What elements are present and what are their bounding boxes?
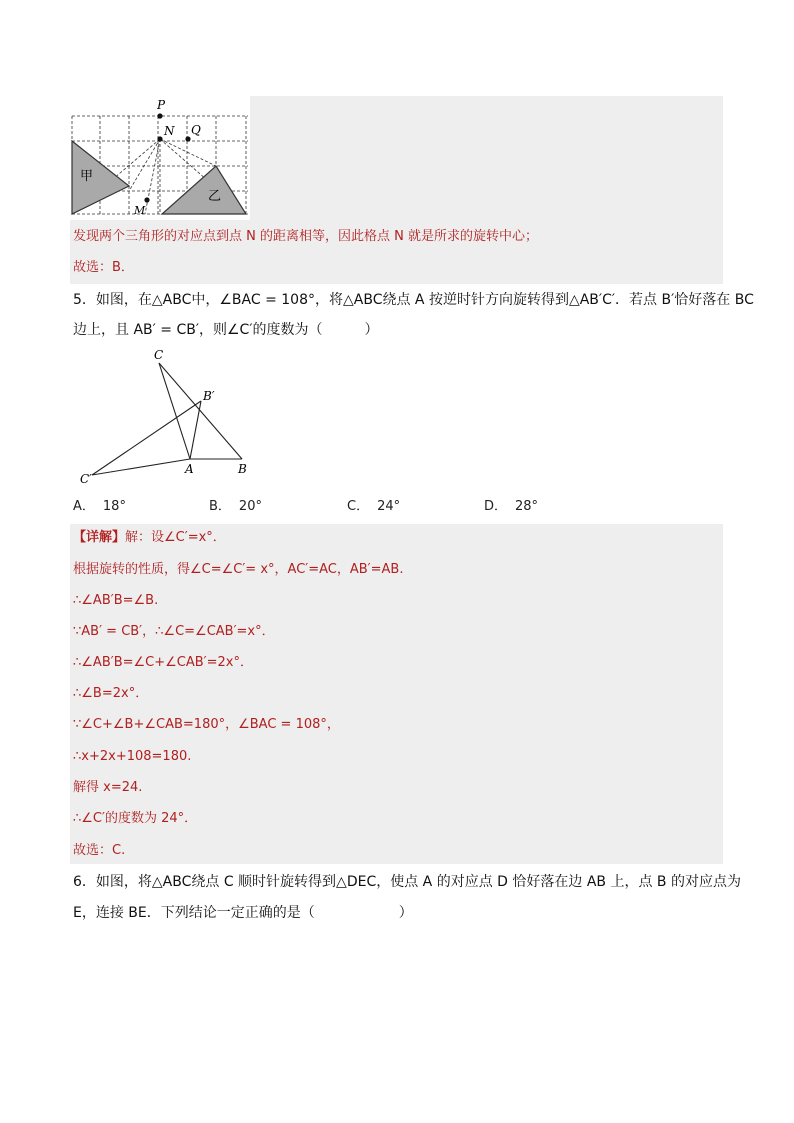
label-Q: Q <box>191 123 201 137</box>
option-d-value: 28° <box>515 499 539 514</box>
q5-figure <box>78 345 258 490</box>
label-B: B <box>238 462 247 476</box>
label-A: A <box>185 462 194 476</box>
option-a-value: 18° <box>102 499 126 514</box>
q5-solution-header <box>73 529 226 547</box>
solution-line-2: ∴∠AB′B=∠B. <box>73 593 159 608</box>
solution-line-6: ∵∠C+∠B+∠CAB=180°，∠BAC = 108°， <box>73 717 340 732</box>
label-P: P <box>157 98 166 112</box>
prev-solution-line2: 故选：B． <box>73 260 134 275</box>
solution-line-3: ∵AB′ = CB′，∴∠C=∠CAB′=x°． <box>73 624 275 639</box>
solution-line-4: ∴∠AB′B=∠C+∠CAB′=2x°． <box>73 655 253 670</box>
q6-line2: E，连接 BE．下列结论一定正确的是（ ） <box>73 905 413 921</box>
solution-line-7: ∴x+2x+108=180. <box>73 749 192 764</box>
option-d <box>484 498 538 516</box>
label-Cp: C′ <box>80 472 92 486</box>
grid-figure <box>70 96 250 220</box>
label-M: M <box>134 204 146 217</box>
solution-line-5: ∴∠B=2x°． <box>73 686 149 701</box>
label-jia: 甲 <box>80 169 94 184</box>
solution-line-9: ∴∠C′的度数为 24°． <box>73 811 198 826</box>
label-N: N <box>164 124 175 138</box>
option-c-key: C． <box>347 499 370 514</box>
solution-line-1: 根据旋转的性质，得∠C=∠C′= x°，AC′=AC，AB′=AB. <box>73 562 404 577</box>
solution-tag: 【详解】 <box>73 530 126 545</box>
option-b <box>209 498 262 516</box>
option-b-value: 20° <box>238 499 262 514</box>
q6-line1: 6．如图，将△ABC绕点 C 顺时针旋转得到△DEC，使点 A 的对应点 D 恰好落在边 AB 上，点 B 的对应点为 <box>73 874 741 890</box>
label-yi: 乙 <box>208 189 222 204</box>
solution-first: 解：设∠C′=x°． <box>125 530 226 545</box>
option-c-value: 24° <box>377 499 401 514</box>
prev-solution-line1: 发现两个三角形的对应点到点 N 的距离相等，因此格点 N 就是所求的旋转中心； <box>73 229 538 244</box>
option-d-key: D． <box>484 499 508 514</box>
option-b-key: B． <box>209 499 231 514</box>
solution-line-10: 故选：C. <box>73 843 126 858</box>
q5-line2: 边上，且 AB′ = CB′，则∠C′的度数为（ ） <box>73 322 379 338</box>
label-C: C <box>154 348 164 362</box>
option-a-key: A． <box>73 499 95 514</box>
label-Bp: B′ <box>203 389 215 403</box>
q5-line1: 5．如图，在△ABC中，∠BAC = 108°，将△ABC绕点 A 按逆时针方向旋转得到△AB′C′．若点 B′恰好落在 BC <box>73 292 754 308</box>
option-a <box>73 498 126 516</box>
solution-line-8: 解得 x=24. <box>73 780 143 795</box>
option-c <box>347 498 400 516</box>
